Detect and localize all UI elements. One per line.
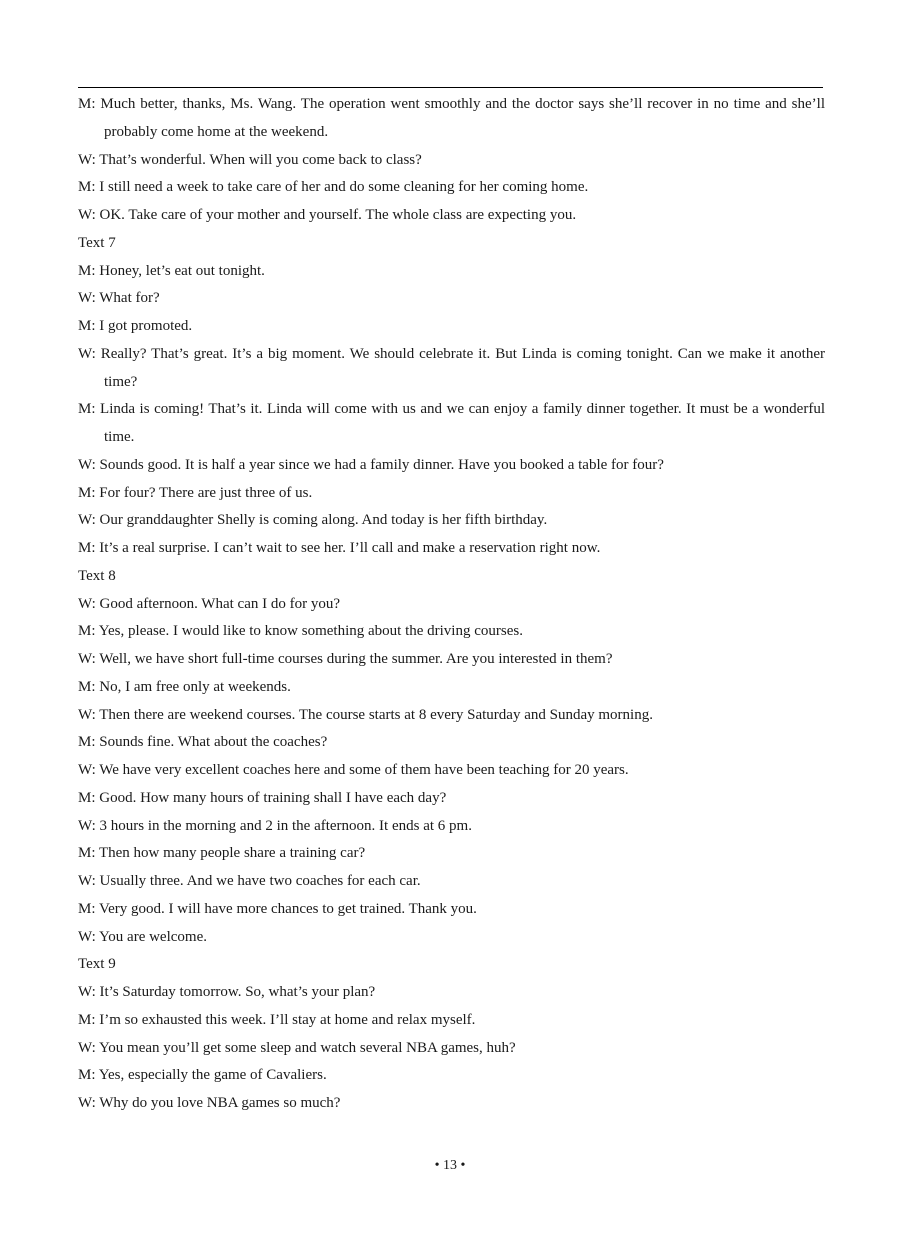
section-heading: Text 9 <box>78 956 116 973</box>
dialogue-line: W: That’s wonderful. When will you come back to class? <box>78 151 422 168</box>
dialogue-line: M: Yes, please. I would like to know something about the driving courses. <box>78 623 523 640</box>
dialogue-line: M: Honey, let’s eat out tonight. <box>78 262 265 279</box>
dialogue-line: M: I still need a week to take care of her and do some cleaning for her coming home. <box>78 179 589 196</box>
dialogue-line: M: Then how many people share a training car? <box>78 845 366 862</box>
dialogue-line: W: Well, we have short full-time courses during the summer. Are you interested in them? <box>78 651 613 667</box>
dialogue-line: W: We have very excellent coaches here and some of them have been teaching for 20 years. <box>78 762 629 778</box>
dialogue-line: W: OK. Take care of your mother and yourself. The whole class are expecting you. <box>78 207 577 223</box>
dialogue-line: M: Good. How many hours of training shall I have each day? <box>78 789 447 806</box>
page-number: • 13 • <box>434 1158 466 1173</box>
dialogue-line: M: Yes, especially the game of Cavaliers. <box>78 1067 327 1084</box>
dialogue-line: W: 3 hours in the morning and 2 in the afternoon. It ends at 6 pm. <box>78 817 472 834</box>
dialogue-line: W: Really? That’s great. It’s a big moment. We should celebrate it. But Linda is coming tonight. Can we make it another time? <box>78 345 825 390</box>
dialogue-line: W: It’s Saturday tomorrow. So, what’s your plan? <box>78 984 376 1000</box>
dialogue-line: W: Usually three. And we have two coaches for each car. <box>78 873 421 889</box>
dialogue-line: W: Then there are weekend courses. The course starts at 8 every Saturday and Sunday morning. <box>78 706 653 723</box>
dialogue-line: M: I’m so exhausted this week. I’ll stay at home and relax myself. <box>78 1011 476 1028</box>
dialogue-line: M: No, I am free only at weekends. <box>78 678 291 695</box>
transcript-body <box>78 91 825 1118</box>
dialogue-line: M: Very good. I will have more chances to get trained. Thank you. <box>78 900 477 917</box>
dialogue-line: W: Good afternoon. What can I do for you? <box>78 595 340 612</box>
dialogue-line: W: Why do you love NBA games so much? <box>78 1095 341 1111</box>
dialogue-line: M: I got promoted. <box>78 318 193 334</box>
dialogue-line: W: Sounds good. It is half a year since we had a family dinner. Have you booked a table for four? <box>78 456 664 473</box>
section-heading: Text 7 <box>78 234 116 251</box>
header-rule <box>78 87 823 88</box>
dialogue-line: W: You are welcome. <box>78 928 207 945</box>
dialogue-line: W: You mean you’ll get some sleep and watch several NBA games, huh? <box>78 1039 516 1056</box>
section-heading: Text 8 <box>78 567 116 584</box>
dialogue-line: W: What for? <box>78 290 160 307</box>
dialogue-line: W: Our granddaughter Shelly is coming along. And today is her fifth birthday. <box>78 512 548 529</box>
dialogue-line: M: Much better, thanks, Ms. Wang. The operation went smoothly and the doctor says she’ll recover in no time and she’ll probably come home at the weekend. <box>78 96 825 140</box>
dialogue-line: M: Linda is coming! That’s it. Linda will come with us and we can enjoy a family dinner together. It must be a wonderful time. <box>78 401 825 445</box>
dialogue-line: M: For four? There are just three of us. <box>78 484 313 501</box>
dialogue-line: M: It’s a real surprise. I can’t wait to see her. I’ll call and make a reservation right now. <box>78 540 601 556</box>
dialogue-line: M: Sounds fine. What about the coaches? <box>78 734 328 751</box>
